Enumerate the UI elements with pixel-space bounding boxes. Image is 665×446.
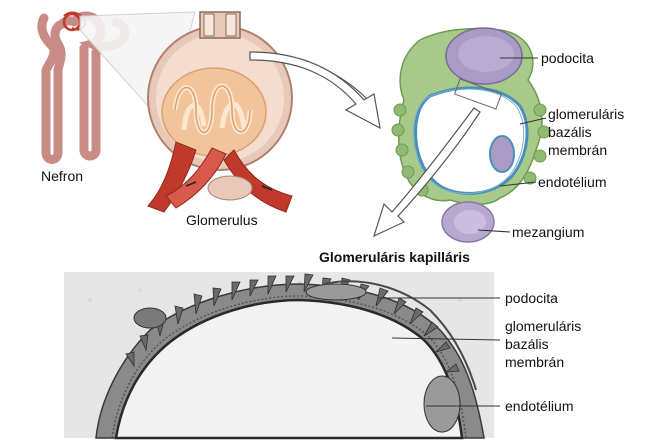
label-gbm-bottom-3: membrán: [505, 354, 565, 370]
label-endothelium-top: endotélium: [538, 174, 607, 190]
endothelial-cell: [490, 136, 514, 172]
capillary-title: Glomeruláris kapilláris: [319, 249, 470, 265]
label-gbm-top-3: membrán: [548, 142, 608, 158]
label-gbm-top-1: glomeruláris: [548, 106, 625, 122]
label-podocyte-bottom: podocita: [505, 290, 558, 306]
electron-micrograph: [64, 272, 494, 438]
label-nephron: Nefron: [41, 168, 84, 184]
capillary-illustration: [392, 28, 550, 242]
label-podocyte-top: podocita: [541, 50, 594, 66]
label-gbm-bottom-1: glomeruláris: [505, 318, 582, 334]
label-gbm-top-2: bazális: [548, 124, 592, 140]
label-mesangium: mezangium: [512, 224, 585, 240]
label-glomerulus: Glomerulus: [186, 212, 258, 228]
label-gbm-bottom-2: bazális: [505, 336, 549, 352]
label-endothelium-bottom: endotélium: [505, 398, 574, 414]
